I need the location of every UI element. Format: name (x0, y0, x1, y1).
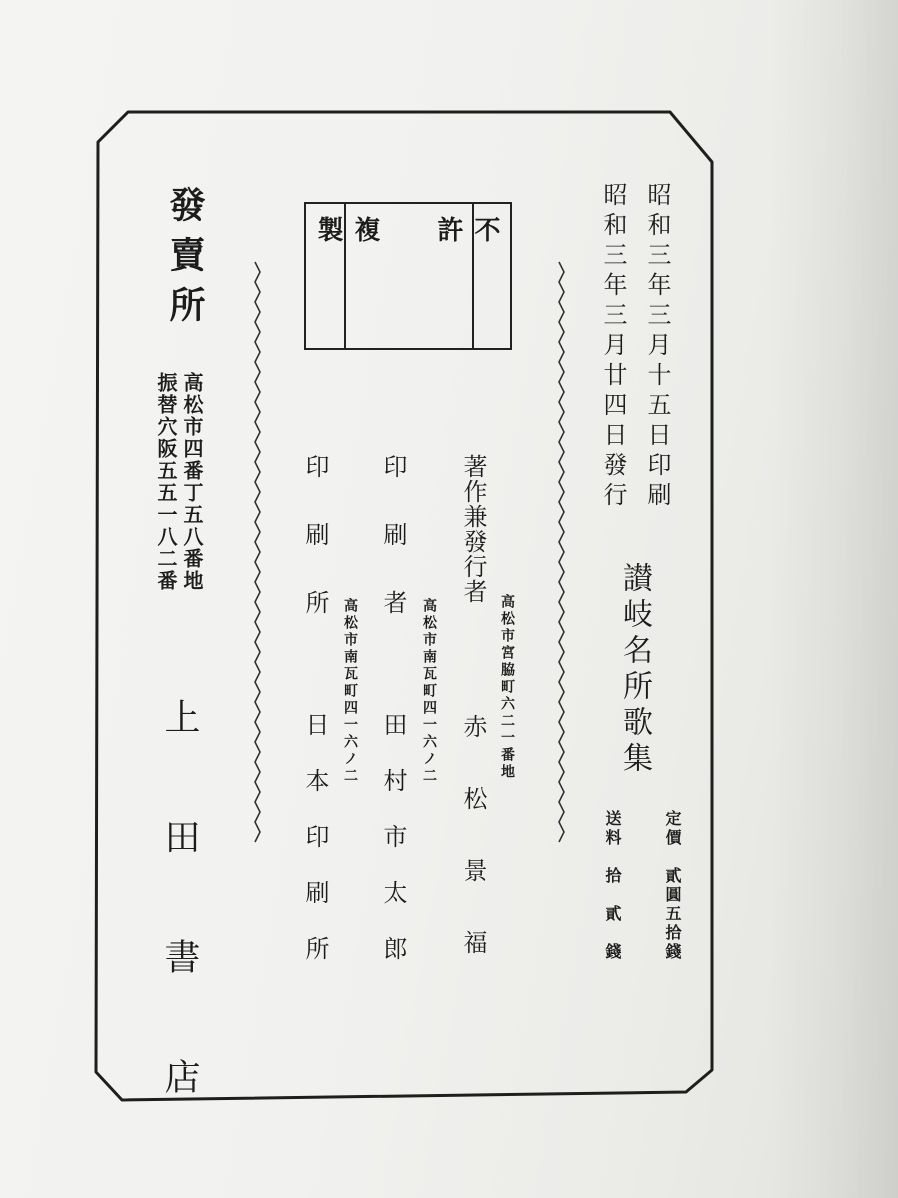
seller-heading: 發賣所 (164, 186, 206, 336)
printer-address: 高松市南瓦町四一六ノ二 (421, 598, 437, 785)
print-shop-role: 印 刷 所 (301, 454, 329, 624)
price: 定價 貳圓五拾錢 (663, 810, 682, 962)
no-reproduction-stamp (304, 202, 512, 350)
author-name: 赤 松 景 福 (459, 714, 487, 966)
stamp-right-text: 不許 (433, 216, 500, 284)
print-shop-name: 日 本 印 刷 所 (301, 712, 329, 964)
seller-transfer-account: 振替穴阪五五一八二番 (154, 372, 178, 592)
postage: 送料 拾 貳 錢 (603, 810, 622, 962)
print-date: 昭和三年三月十五日印刷 (643, 182, 671, 512)
author-role: 著作兼發行者 (459, 454, 487, 604)
author-address: 高松市宮脇町六二一番地 (499, 594, 515, 781)
seller-name: 上 田 書 店 (159, 698, 200, 1118)
printer-name: 田 村 市 太 郎 (379, 712, 407, 964)
wavy-divider-left (255, 262, 260, 842)
publish-date: 昭和三年三月廿四日發行 (599, 182, 627, 512)
printer-role: 印 刷 者 (379, 454, 407, 624)
print-shop-address: 高松市南瓦町四一六ノ二 (342, 598, 358, 785)
stamp-left-text: 複製 (313, 216, 380, 284)
wavy-divider-right (559, 262, 564, 842)
book-title: 讃岐名所歌集 (617, 562, 652, 778)
seller-address: 高松市四番丁五八番地 (180, 372, 204, 592)
